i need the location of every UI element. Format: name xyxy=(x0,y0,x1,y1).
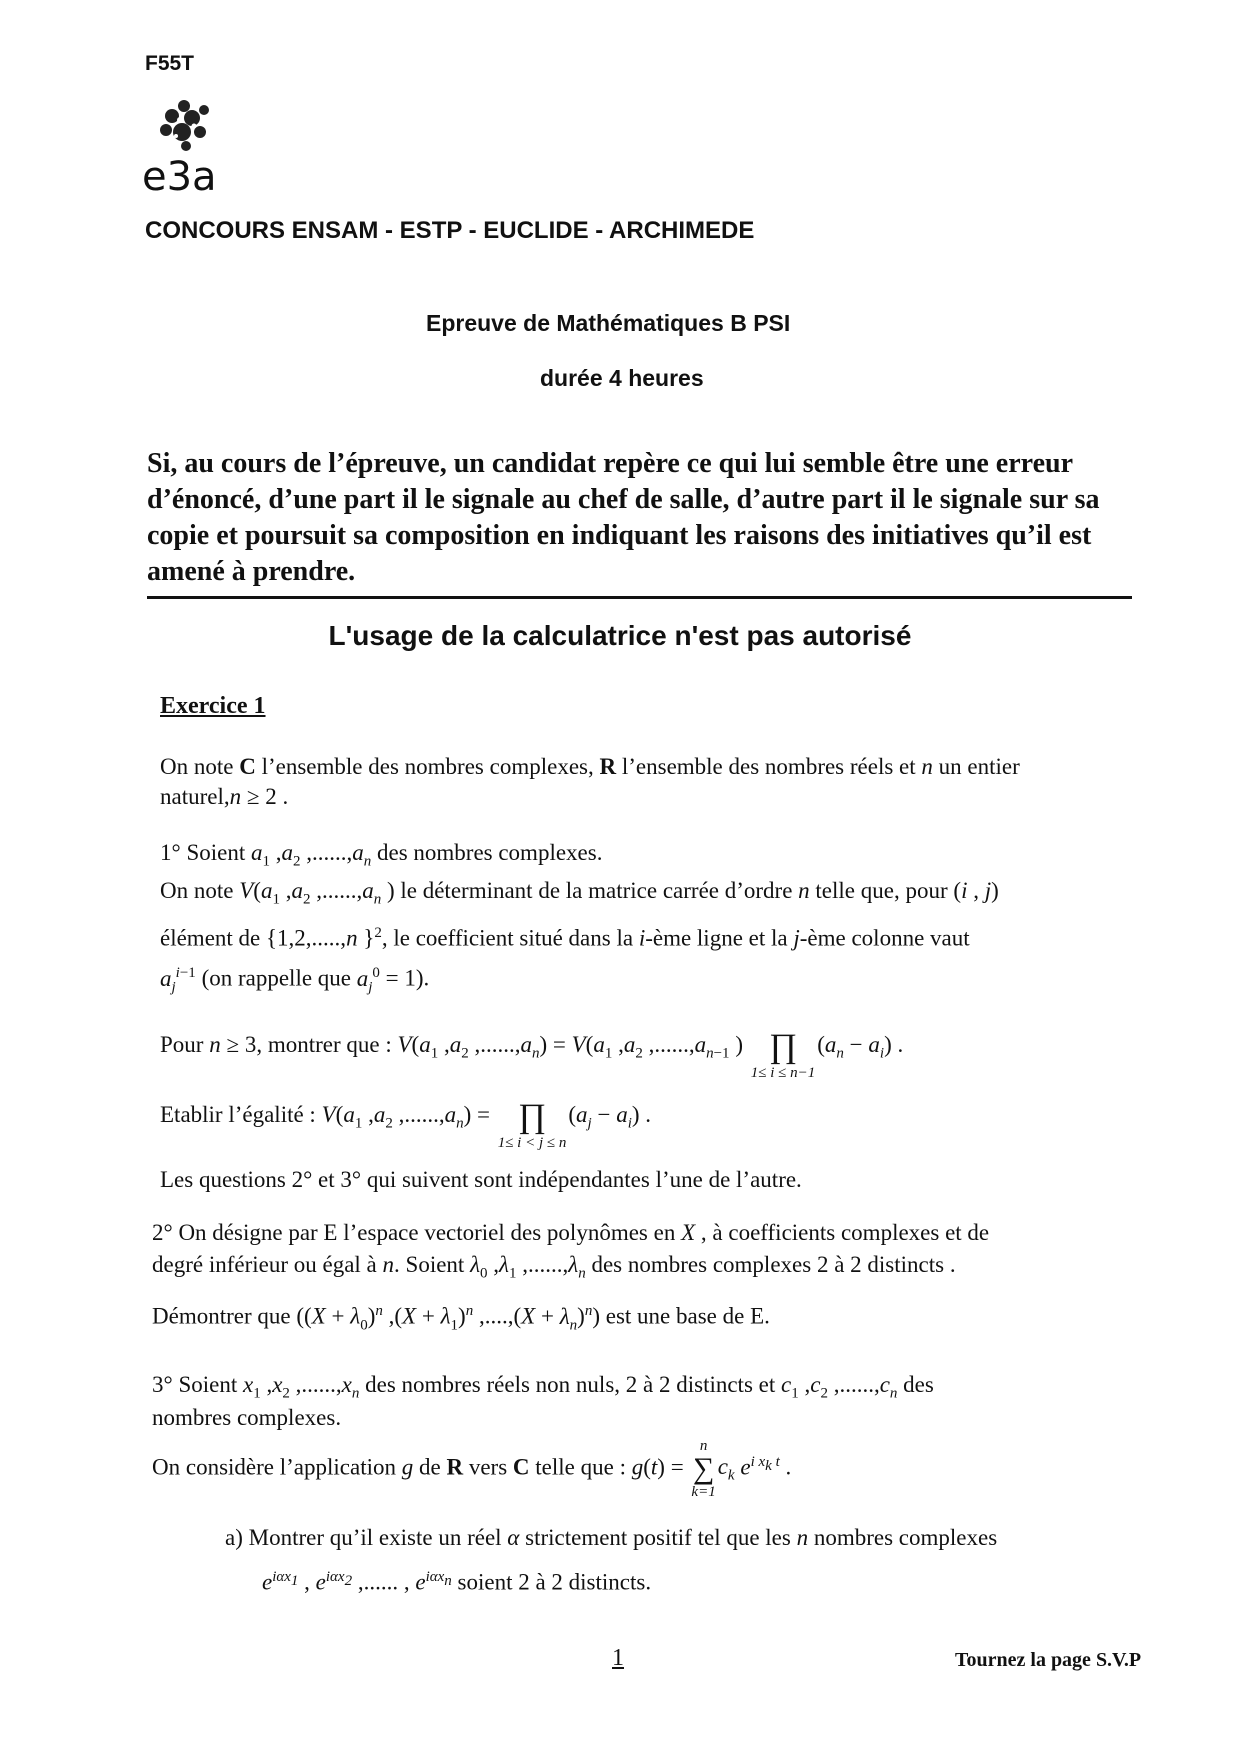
exam-duration: durée 4 heures xyxy=(540,365,704,391)
e3a-logo xyxy=(142,98,262,198)
exercise-title: Exercice 1 xyxy=(160,693,266,719)
svg-text:e3a: e3a xyxy=(142,154,217,198)
e3a-logo-icon xyxy=(142,98,262,198)
turn-page-note: Tournez la page S.V.P xyxy=(955,1649,1142,1671)
q3-line-3: On considère l’application g de R vers C telle que : g(t) = n ∑ k=1 $c_k$ $e^{i x_k t}$ . xyxy=(152,1438,792,1500)
q3-line-2: nombres complexes. xyxy=(152,1405,342,1430)
q2-line-1: 2° On désigne par E l’espace vectoriel des polynômes en X , à coefficients complexes et de xyxy=(152,1220,990,1245)
q1-establish: Etablir l’égalité : $V(a_1$ $,a_2$ $,......,a_n$) = ∏ 1≤ i < j ≤ n $(a_j - a_i)$ . xyxy=(160,1098,652,1151)
q2-line-2: degré inférieur ou égal à n. Soient $\lambda_0$ $,\lambda_1$ $,......,\lambda_n$ des nombres complexes 2 à 2 distincts . xyxy=(152,1252,956,1282)
intro-line-1: On note C l’ensemble des nombres complexes, R l’ensemble des nombres réels et n un entier xyxy=(160,754,1020,779)
subject-title: Epreuve de Mathématiques B PSI xyxy=(426,310,791,336)
q3-line-1: 3° Soient $x_1$ $,x_2$ $,......,x_n$ des nombres réels non nuls, 2 à 2 distincts et $c_1$ $,c_2$ $,......,c_n$ des xyxy=(152,1372,934,1402)
exam-code: F55T xyxy=(145,52,195,75)
q1-line-2: On note $V(a_1$ $,a_2$ $,......,a_n$ ) le déterminant de la matrice carrée d’ordre n telle que, pour (i , j) xyxy=(160,878,999,908)
qa-line-2: $e^{i\alpha x_1}$ , $e^{i\alpha x_2}$ ,...... , $e^{i\alpha x_n}$ soient 2 à 2 distincts. xyxy=(262,1569,652,1595)
independence-note: Les questions 2° et 3° qui suivent sont indépendantes l’une de l’autre. xyxy=(160,1167,802,1192)
warning-notice: Si, au cours de l’épreuve, un candidat repère ce qui lui semble être une erreur d’énoncé, d’une part il le signale au chef de salle, d’autre part il le signale sur sa copie et poursuit sa composition en indiquant les raisons des initiatives qu’il est amené à prendre. xyxy=(147,448,1100,587)
calculator-notice: L'usage de la calculatrice n'est pas autorisé xyxy=(328,620,912,651)
q1-show: Pour n ≥ 3, montrer que : $V(a_1$ $,a_2$ $,......,a_n) = V(a_1$ $,a_2$ $,......,a_{n-1}$ ) ∏ 1≤ i ≤ n−1 $(a_n - a_i)$ . xyxy=(160,1028,904,1081)
page-number: 1 xyxy=(612,1645,624,1671)
qa-line-1: a) Montrer qu’il existe un réel α strictement positif tel que les n nombres complexes xyxy=(225,1525,998,1550)
q2-line-3: Démontrer que ($(X + \lambda_0)^n$ $,(X + \lambda_1)^n$ $,....,(X + \lambda_n)^n$) est une base de E. xyxy=(152,1303,770,1334)
divider xyxy=(147,596,1132,599)
q1-line-4: $a_j^{i-1}$ (on rappelle que $a_j^0 = 1$). xyxy=(160,965,430,996)
q1-line-1: 1° Soient $a_1$ $,a_2$ $,......,a_n$ des nombres complexes. xyxy=(160,840,603,870)
intro-line-2: naturel,n ≥ 2 . xyxy=(160,784,289,809)
contest-title: CONCOURS ENSAM - ESTP - EUCLIDE - ARCHIMEDE xyxy=(145,217,755,244)
q1-line-3: élément de {1,2,.....,n }$^2$, le coefficient situé dans la i-ème ligne et la j-ème colonne vaut xyxy=(160,925,970,951)
